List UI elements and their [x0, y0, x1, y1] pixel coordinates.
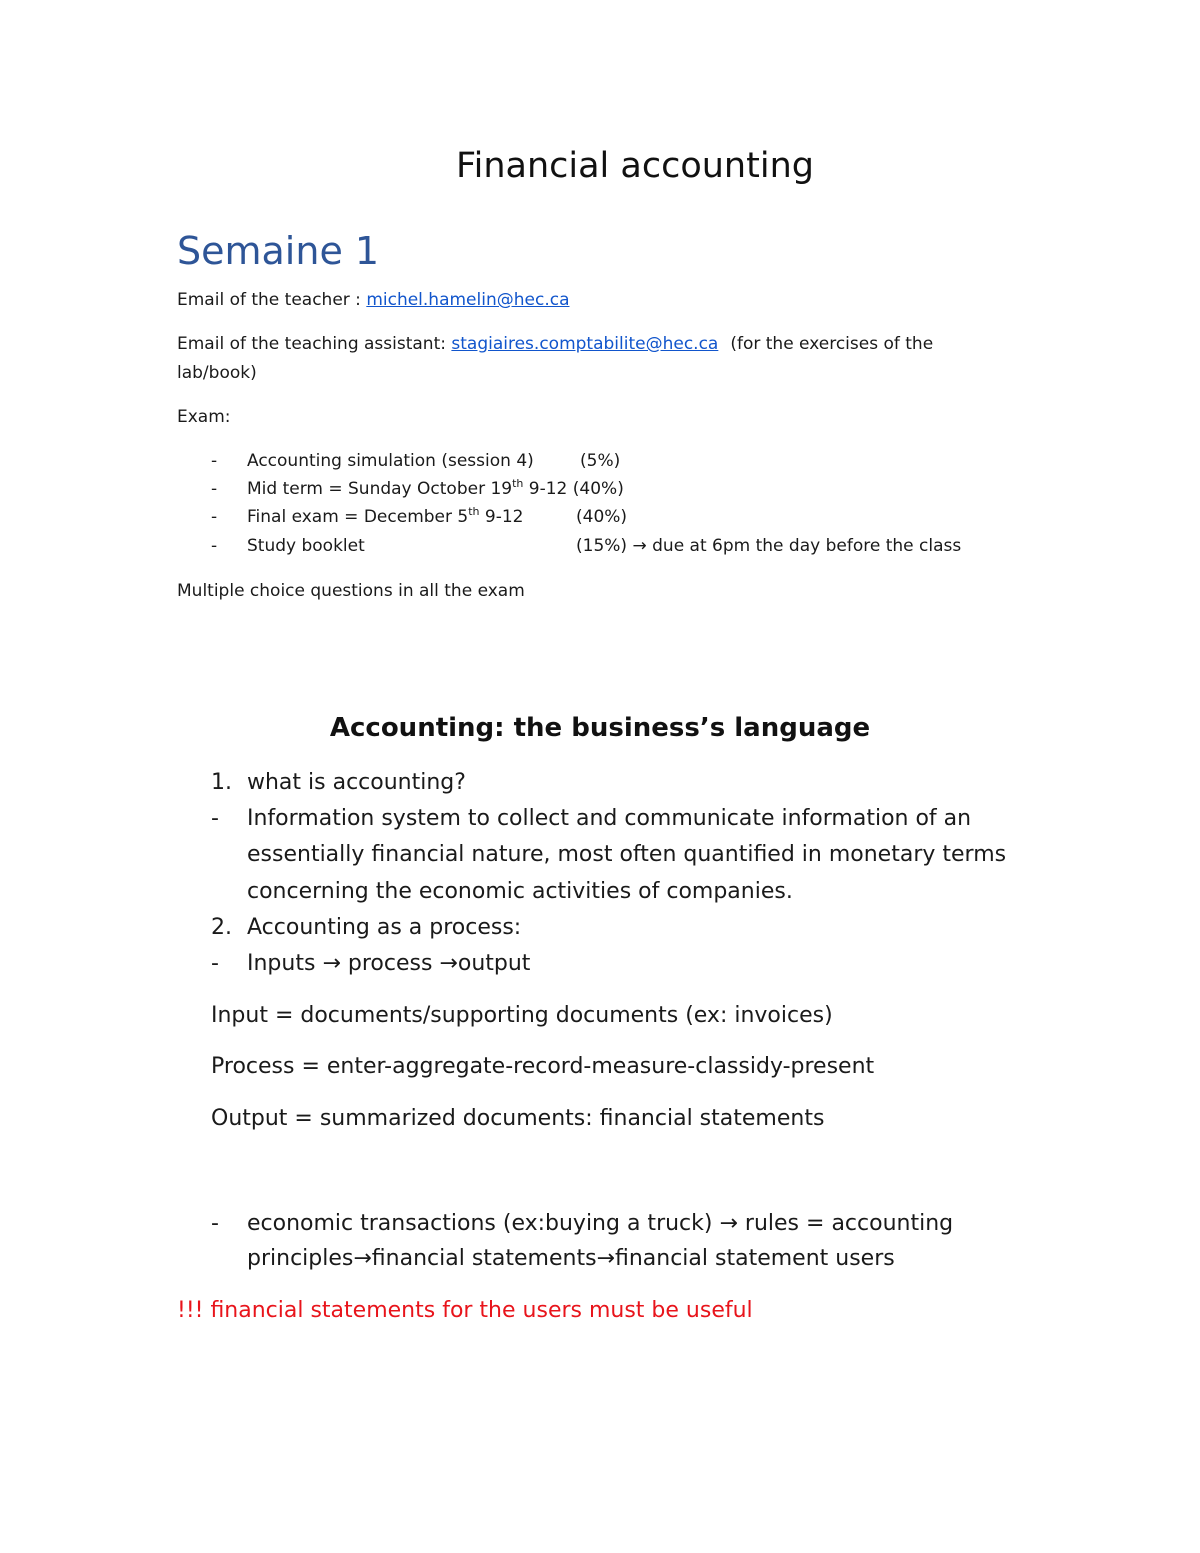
- assistant-note: (for the exercises of the: [730, 334, 934, 354]
- process-line: Process = enter-aggregate-record-measure-classidy-present: [211, 1054, 875, 1079]
- list-item-question: Accounting as a process:: [247, 915, 522, 940]
- input-line: Input = documents/supporting documents (ex: invoices): [211, 1003, 833, 1028]
- teacher-email-line: [177, 288, 569, 312]
- warning-note: !!! financial statements for the users must be useful: [177, 1298, 753, 1323]
- arrow-right-icon: →: [353, 1246, 372, 1271]
- teacher-email-label: Email of the teacher :: [177, 290, 367, 310]
- arrow-right-icon: →: [596, 1246, 615, 1271]
- list-item-question: what is accounting?: [247, 770, 466, 795]
- assistant-note-continued: lab/book): [177, 363, 257, 383]
- transactions-text: economic transactions (ex:buying a truck): [247, 1211, 713, 1236]
- list-dash: -: [211, 951, 219, 976]
- rules-text: rules = accounting: [744, 1211, 954, 1236]
- arrow-right-icon: →: [632, 536, 647, 556]
- statements-text: financial statements: [371, 1246, 597, 1271]
- final-text: Final exam = December 5: [247, 507, 469, 527]
- final-sup: th: [468, 505, 480, 518]
- users-text: financial statement users: [614, 1246, 895, 1271]
- flow-process: process: [347, 951, 433, 976]
- exam-item-midterm: [247, 477, 624, 501]
- list-dash: -: [211, 1211, 219, 1236]
- final-text-after: 9-12: [479, 507, 524, 527]
- document-title: Financial accounting: [456, 146, 814, 186]
- booklet-due-note: due at 6pm the day before the class: [652, 536, 962, 556]
- exam-item-simulation: Accounting simulation (session 4): [247, 451, 534, 471]
- flow-inputs: Inputs: [247, 951, 316, 976]
- midterm-text-after: 9-12 (40%): [523, 479, 624, 499]
- exam-item-bullet: -: [211, 536, 218, 556]
- exam-item-weight: (5%): [580, 451, 621, 471]
- definition-line: Information system to collect and communicate information of an: [247, 806, 972, 831]
- midterm-sup: th: [512, 477, 524, 490]
- output-line: Output = summarized documents: financial statements: [211, 1106, 825, 1131]
- mcq-note: Multiple choice questions in all the exam: [177, 581, 525, 601]
- booklet-weight-line: [576, 534, 961, 558]
- exam-item-bullet: -: [211, 451, 218, 471]
- list-dash: -: [211, 806, 219, 831]
- exam-item-bullet: -: [211, 479, 218, 499]
- assistant-email-line: [177, 332, 933, 356]
- teacher-email-link[interactable]: michel.hamelin@hec.ca: [366, 290, 570, 310]
- exam-item-final: [247, 505, 524, 529]
- exam-item-weight: (15%): [576, 536, 628, 556]
- principles-text: principles: [247, 1246, 354, 1271]
- assistant-email-label: Email of the teaching assistant:: [177, 334, 452, 354]
- process-flow: [247, 948, 530, 980]
- midterm-text: Mid term = Sunday October 19: [247, 479, 513, 499]
- assistant-email-link[interactable]: stagiaires.comptabilite@hec.ca: [451, 334, 719, 354]
- definition-line: essentially financial nature, most often quantified in monetary terms: [247, 842, 1007, 867]
- section-heading: Accounting: the business’s language: [329, 713, 871, 743]
- arrow-right-icon: →: [322, 951, 341, 976]
- arrow-right-icon: →: [439, 951, 458, 976]
- exam-label: Exam:: [177, 407, 231, 427]
- flow-output: output: [457, 951, 531, 976]
- definition-line: concerning the economic activities of companies.: [247, 879, 793, 904]
- exam-item-booklet: Study booklet: [247, 536, 365, 556]
- arrow-right-icon: →: [719, 1211, 738, 1236]
- exam-item-bullet: -: [211, 507, 218, 527]
- list-number: 2.: [211, 915, 232, 940]
- exam-item-weight: (40%): [576, 507, 628, 527]
- list-number: 1.: [211, 770, 232, 795]
- transactions-line-continued: [247, 1243, 895, 1275]
- transactions-line: [247, 1208, 953, 1240]
- week-heading: Semaine 1: [177, 229, 380, 273]
